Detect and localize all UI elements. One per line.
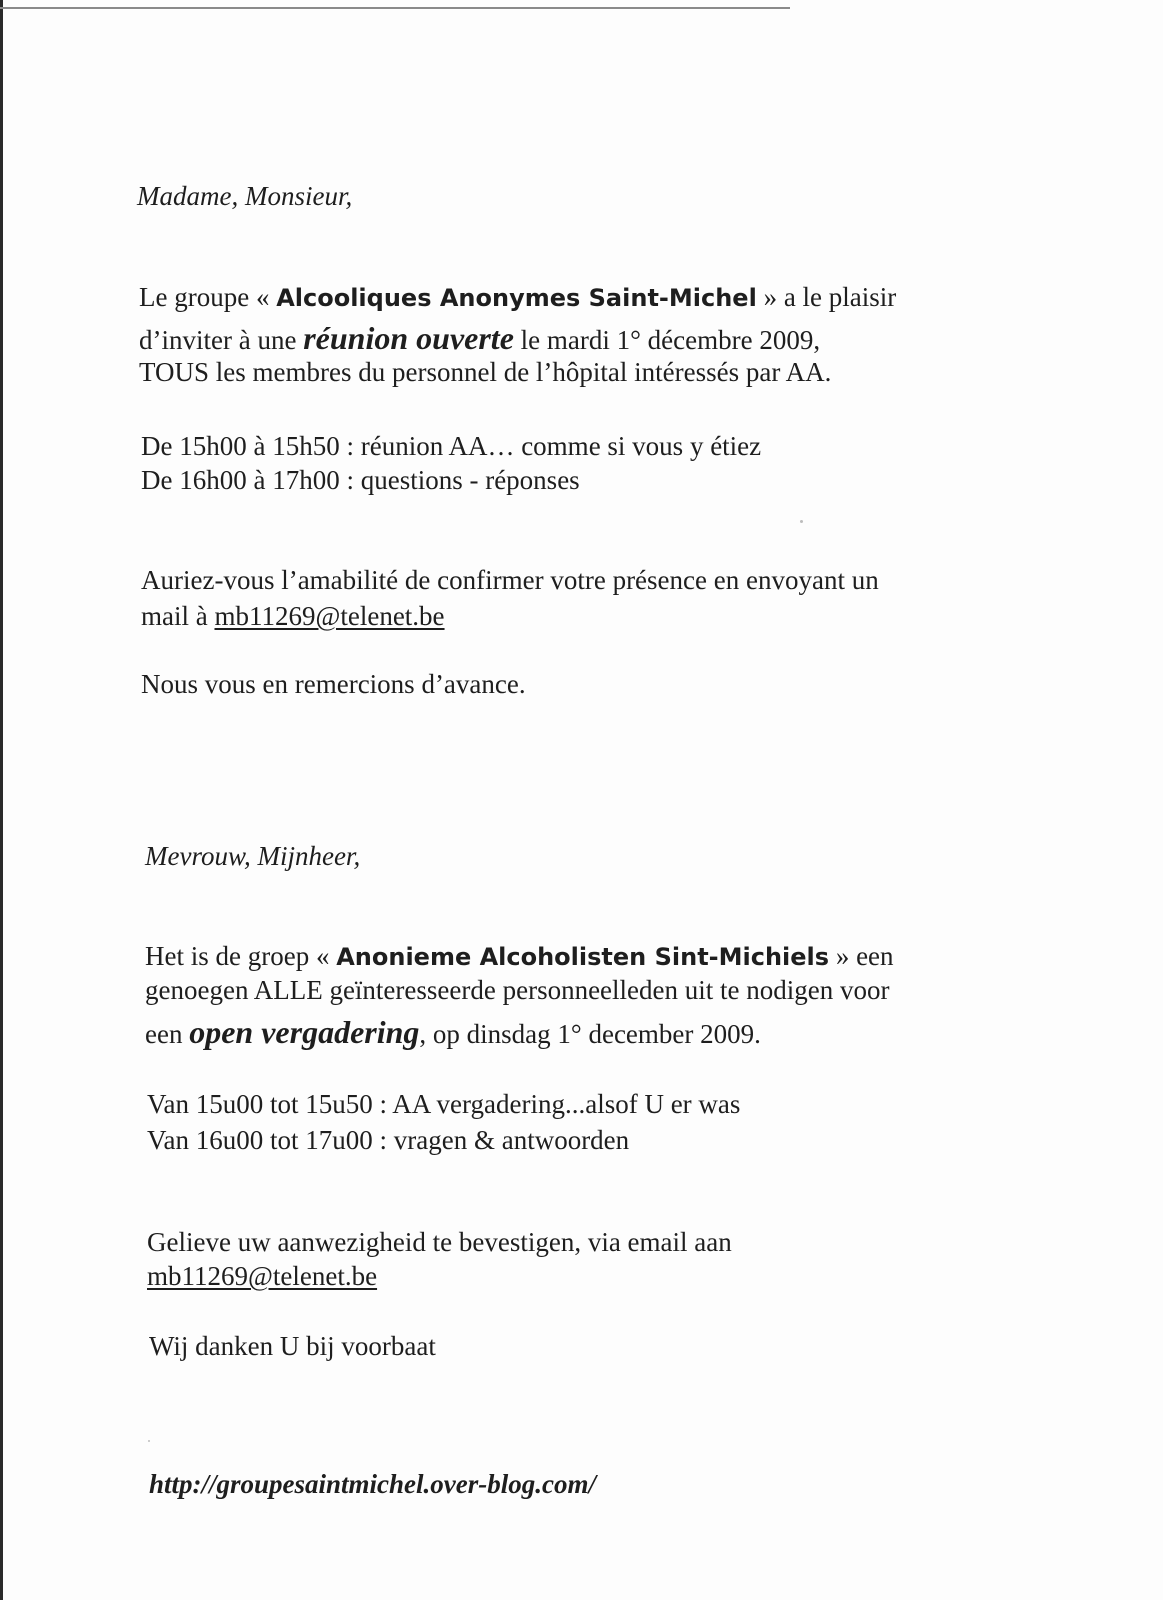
fr-text: mail à: [141, 601, 215, 631]
nl-schedule-1: Van 15u00 tot 15u50 : AA vergadering...alsof U er was: [147, 1089, 741, 1119]
fr-text: Le groupe «: [139, 282, 277, 312]
fr-confirm-line-2: [141, 600, 445, 632]
nl-thanks: Wij danken U bij voorbaat: [149, 1331, 436, 1361]
nl-paragraph-line-2: genoegen ALLE geïnteresseerde personneelleden uit te nodigen voor: [145, 975, 890, 1005]
scan-speck: [800, 520, 803, 523]
scan-speck: [148, 1440, 150, 1442]
fr-thanks: Nous vous en remercions d’avance.: [141, 669, 526, 699]
fr-text: » a le plaisir: [756, 282, 897, 312]
nl-schedule-2: Van 16u00 tot 17u00 : vragen & antwoorden: [147, 1125, 630, 1155]
blog-url-link[interactable]: http://groupesaintmichel.over-blog.com/: [149, 1469, 596, 1499]
fr-paragraph-line-1: [139, 281, 896, 314]
nl-paragraph-line-3: [145, 1016, 761, 1050]
nl-email-link[interactable]: mb11269@telenet.be: [147, 1261, 378, 1291]
nl-confirm-line-1: Gelieve uw aanwezigheid te bevestigen, via email aan: [147, 1227, 732, 1257]
fr-group-name: Alcooliques Anonymes Saint-Michel: [276, 284, 757, 312]
nl-paragraph-line-1: [145, 940, 894, 973]
fr-schedule-1: De 15h00 à 15h50 : réunion AA… comme si vous y étiez: [141, 431, 762, 461]
fr-salutation: Madame, Monsieur,: [137, 181, 353, 211]
fr-paragraph-line-3: TOUS les membres du personnel de l’hôpital intéressés par AA.: [139, 357, 832, 387]
nl-text: , op dinsdag 1° december 2009.: [419, 1019, 761, 1049]
nl-text: » een: [829, 941, 894, 971]
scan-edge-left: [0, 0, 3, 1600]
nl-text: een: [145, 1019, 190, 1049]
nl-confirm-line-2: [147, 1260, 377, 1292]
fr-text: d’inviter à une: [139, 325, 304, 355]
fr-meeting-type: réunion ouverte: [303, 320, 514, 356]
fr-confirm-line-1: Auriez-vous l’amabilité de confirmer votre présence en envoyant un: [141, 565, 879, 595]
nl-group-name: Anonieme Alcoholisten Sint-Michiels: [336, 943, 830, 971]
fr-paragraph-line-2: [139, 322, 820, 356]
scan-edge-top: [0, 7, 790, 9]
nl-text: Het is de groep «: [145, 941, 337, 971]
fr-schedule-2: De 16h00 à 17h00 : questions - réponses: [141, 465, 580, 495]
nl-salutation: Mevrouw, Mijnheer,: [145, 841, 361, 871]
fr-text: le mardi 1° décembre 2009,: [513, 325, 821, 355]
fr-email-link[interactable]: mb11269@telenet.be: [214, 601, 445, 631]
nl-meeting-type: open vergadering: [189, 1014, 420, 1050]
